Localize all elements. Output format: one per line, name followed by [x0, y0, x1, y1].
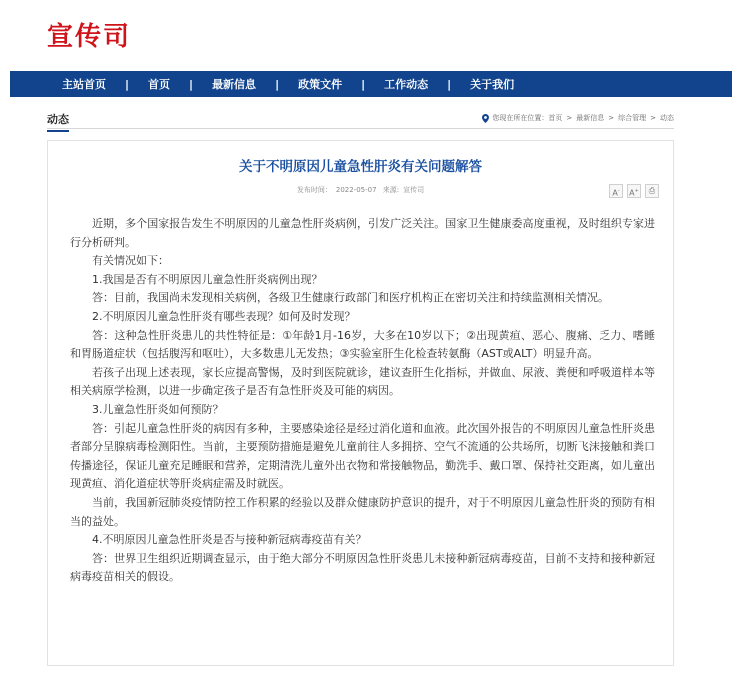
nav-item-policy[interactable]: 政策文件: [298, 78, 343, 91]
article-title: 关于不明原因儿童急性肝炎有关问题解答: [239, 159, 482, 175]
breadcrumb-separator: >: [650, 114, 656, 122]
source-value: 宣传司: [403, 186, 425, 194]
breadcrumb-separator: >: [566, 114, 573, 122]
nav-separator: |: [125, 77, 130, 91]
publish-date: 2022-05-07: [335, 186, 377, 194]
nav-separator: |: [275, 77, 280, 91]
answer: 答：这种急性肝炎患儿的共性特征是：①年龄1月-16岁，大多在10岁以下；②出现黄疸、恶心、腹痛、乏力、嗜睡和胃肠道症状（包括腹泻和呕吐），大多数患儿无发热；③实验室肝生化检查转氨酶（AST或ALT）明显升高。: [70, 328, 655, 361]
section-title: 动态: [47, 111, 69, 132]
main-nav: [10, 71, 732, 97]
article-meta: [48, 185, 673, 195]
section-header: [47, 107, 674, 129]
print-icon: ⎙: [648, 186, 656, 195]
breadcrumb-current[interactable]: 动态: [660, 114, 674, 122]
article-body: [70, 215, 655, 587]
nav-item-latest[interactable]: 最新信息: [212, 78, 257, 91]
nav-separator: |: [361, 77, 366, 91]
breadcrumb-latest[interactable]: 最新信息: [576, 114, 605, 122]
nav-item-main-home[interactable]: 主站首页: [62, 78, 106, 91]
breadcrumb: [482, 113, 674, 123]
font-decrease-icon: A: [612, 188, 618, 198]
print-button[interactable]: [645, 184, 659, 198]
paragraph: 若孩子出现上述表现，家长应提高警惕，及时到医院就诊，建议查肝生化指标，并做血、尿液、粪便和呼吸道样本等相关病原学检测，以进一步确定孩子是否有急性肝炎及可能的病因。: [70, 365, 655, 398]
nav-item-work-news[interactable]: 工作动态: [384, 78, 429, 91]
question: 4.不明原因儿童急性肝炎是否与接种新冠病毒疫苗有关？: [92, 533, 367, 547]
nav-item-home[interactable]: 首页: [148, 78, 171, 91]
breadcrumb-home[interactable]: 首页: [548, 114, 563, 122]
paragraph: 有关情况如下：: [92, 254, 169, 268]
publish-label: 发布时间：: [296, 186, 332, 194]
nav-separator: |: [447, 77, 452, 91]
nav-item-about[interactable]: 关于我们: [470, 78, 515, 91]
question: 2.不明原因儿童急性肝炎有哪些表现？如何及时发现？: [92, 309, 356, 323]
source-label: 来源:: [382, 186, 400, 194]
question: 3.儿童急性肝炎如何预防？: [92, 402, 224, 416]
breadcrumb-separator: >: [608, 114, 615, 122]
answer: 答：目前，我国尚未发现相关病例，各级卫生健康行政部门和医疗机构正在密切关注和持续监测相关情况。: [92, 291, 609, 305]
location-pin-icon: [482, 114, 489, 123]
font-increase-icon: A: [629, 188, 635, 198]
font-decrease-button[interactable]: A-: [609, 184, 623, 198]
site-logo[interactable]: 宣传司: [47, 22, 132, 52]
breadcrumb-prefix: 您现在所在位置：: [492, 114, 549, 122]
paragraph: 近期，多个国家报告发生不明原因的儿童急性肝炎病例，引发广泛关注。国家卫生健康委高度重视，及时组织专家进行分析研判。: [70, 217, 655, 249]
paragraph: 当前，我国新冠肺炎疫情防控工作积累的经验以及群众健康防护意识的提升，对于不明原因儿童急性肝炎的预防有相当的益处。: [70, 495, 655, 528]
answer: 答：引起儿童急性肝炎的病因有多种，主要感染途径是经过消化道和血液。此次国外报告的不明原因儿童急性肝炎患者部分呈腺病毒检测阳性。当前，主要预防措施是避免儿童前往人多拥挤、空气不流通的公共场所，切断飞沫接触和粪口传播途径，保证儿童充足睡眠和营养，定期清洗儿童外出衣物和常接触物品，勤洗手、戴口罩、保持社交距离，如儿童出现黄疸、消化道症状等肝炎病症需及时就医。: [70, 421, 655, 491]
font-increase-button[interactable]: A+: [627, 184, 641, 198]
breadcrumb-general[interactable]: 综合管理: [618, 114, 647, 122]
article-tools: [609, 184, 659, 198]
article-panel: [47, 140, 674, 666]
answer: 答：世界卫生组织近期调查显示，由于绝大部分不明原因急性肝炎患儿未接种新冠病毒疫苗，目前不支持和接种新冠病毒疫苗相关的假设。: [70, 551, 655, 584]
question: 1.我国是否有不明原因儿童急性肝炎病例出现？: [92, 272, 323, 286]
nav-separator: |: [189, 77, 194, 91]
